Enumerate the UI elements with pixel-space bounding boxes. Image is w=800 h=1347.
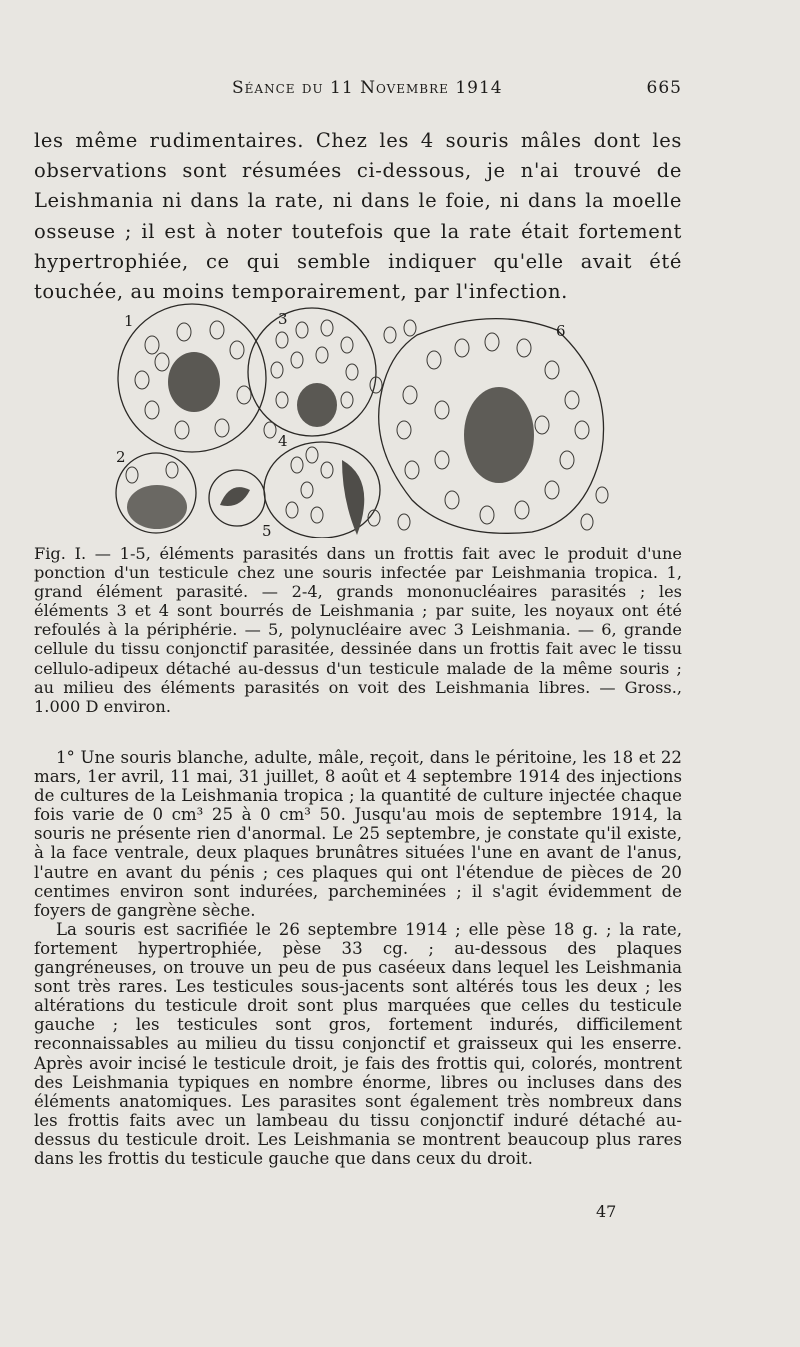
body-paragraph-2: La souris est sacrifiée le 26 septembre 1914 ; elle pèse 18 g. ; la rate, fortement hypertrophiée, pèse 33 cg. ; au-dessous des plaques gangréneuses, on trouve un peu de pus caséeux dans lequel les Leishmania sont très rares. Les testicules sous-jacents sont altérés tous les deux ; les altérations du testicule droit sont plus marquées que celles du testicule gauche ; les testicules sont gros, fortement indurés, difficilement reconnaissables au milieu du tissu conjonctif et graisseux qui les enserre. Après avoir incisé le testicule droit, je fais des frottis qui, colorés, montrent des Leishmania typiques en nombre énorme, libres ou incluses dans des éléments anatomiques. Les parasites sont également très nombreux dans les frottis faits avec un lambeau du tissu conjonctif induré détaché au-dessus du testicule droit. Les Leishmania se montrent beaucoup plus rares dans les frottis du testicule gauche que dans ceux du droit.	[34, 919, 682, 1168]
page-number: 665	[646, 78, 682, 98]
figure-label-2: 2	[116, 448, 126, 466]
body-text	[34, 748, 682, 1168]
figure-drawing	[112, 300, 612, 538]
header-title: Séance du 11 Novembre 1914	[232, 78, 503, 98]
figure-label-4: 4	[278, 432, 288, 450]
figure-label-3: 3	[278, 310, 288, 328]
figure-caption-text: 1-5, éléments parasités dans un frottis fait avec le produit d'une ponction d'un testicule chez une souris infectée par Leishmania tropica. 1, grand élément parasité. — 2-4, grands mononucléaires parasités ; les éléments 3 et 4 sont bourrés de Leishmania ; par suite, les noyaux ont été refoulés à la périphérie. — 5, polynucléaire avec 3 Leishmania. — 6, grande cellule du tissu conjonctif parasitée, dessinée dans un frottis fait avec le tissu cellulo-adipeux détaché au-dessus d'un testicule malade de la même souris ; au milieu des éléments parasités on voit des Leishmania libres. — Gross., 1.000 D environ.	[34, 544, 682, 716]
figure-label-6: 6	[556, 322, 566, 340]
figure-label-1: 1	[124, 312, 134, 330]
lead-paragraph: les même rudimentaires. Chez les 4 souris mâles dont les observations sont résumées ci-dessous, je n'ai trouvé de Leishmania ni dans la rate, ni dans le foie, ni dans la moelle osseuse ; il est à noter toutefois que la rate était fortement hypertrophiée, ce qui semble indiquer qu'elle avait été touchée, au moins temporairement, par l'infection.	[34, 129, 682, 304]
signature-mark: 47	[596, 1202, 617, 1221]
figure-caption-label: Fig. I. —	[34, 544, 111, 563]
figure-caption	[34, 544, 682, 716]
figure-label-5: 5	[262, 522, 272, 538]
body-paragraph-1: 1° Une souris blanche, adulte, mâle, reçoit, dans le péritoine, les 18 et 22 mars, 1er avril, 11 mai, 31 juillet, 8 août et 4 septembre 1914 des injections de cultures de la Leishmania tropica ; la quantité de culture injectée chaque fois varie de 0 cm³ 25 à 0 cm³ 50. Jusqu'au mois de septembre 1914, la souris ne présente rien d'anormal. Le 25 septembre, je constate qu'il existe, à la face ventrale, deux plaques brunâtres situées l'une en avant de l'anus, l'autre en avant du pénis ; ces plaques qui ont l'étendue de pièces de 20 centimes environ sont indurées, parcheminées ; il s'agit évidemment de foyers de gangrène sèche.	[34, 748, 682, 920]
